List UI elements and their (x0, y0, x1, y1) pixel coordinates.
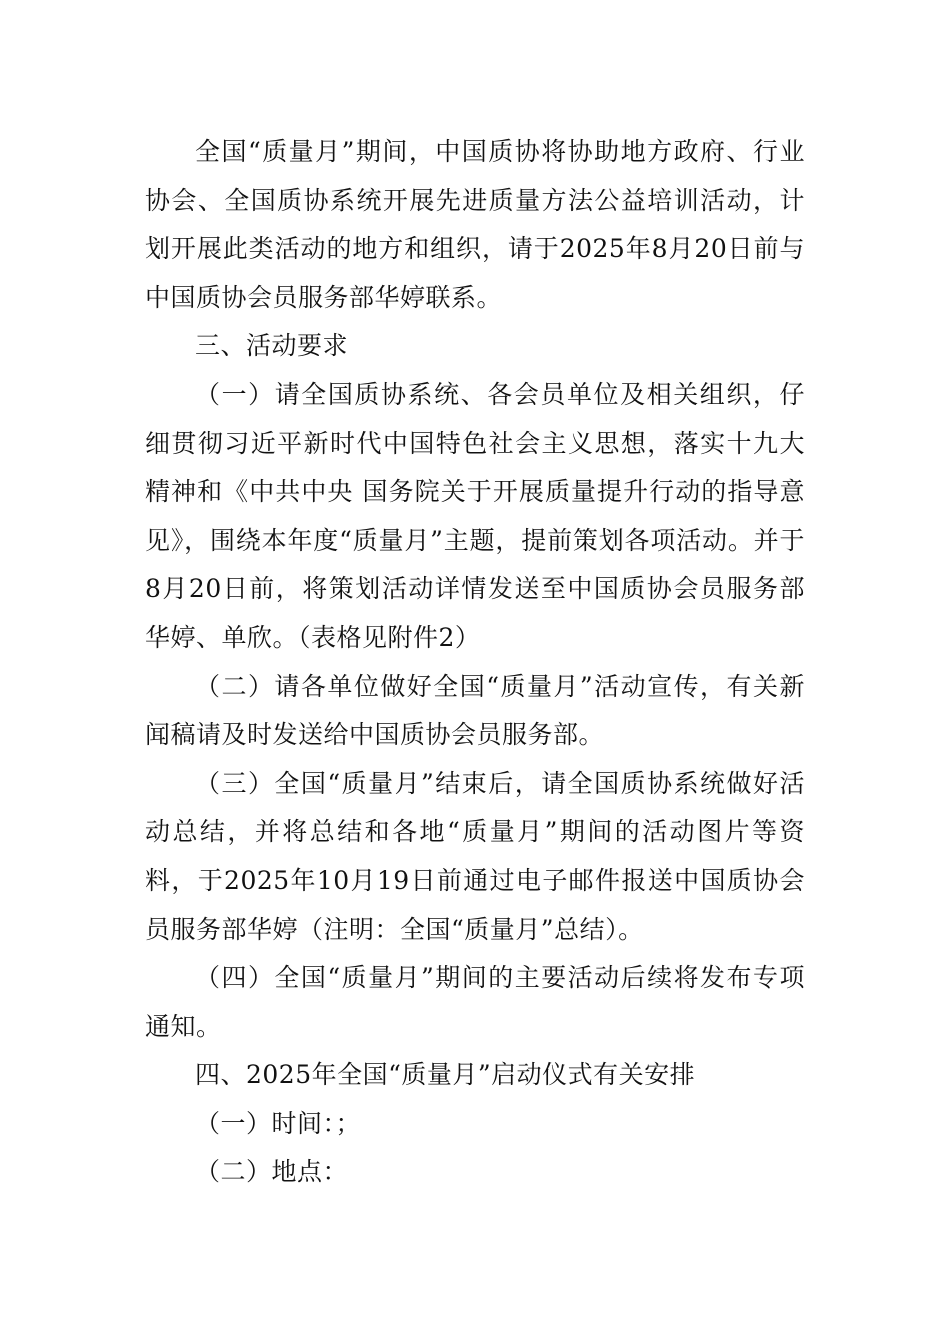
paragraph-requirement-3: （三）全国“质量月”结束后，请全国质协系统做好活动总结，并将总结和各地“质量月”期间的活动图片等资料，于2025年10月19日前通过电子邮件报送中国质协会员服务部华婷（注明：全国“质量月”总结）。 (145, 768, 805, 944)
paragraph-ceremony-location: （二）地点： (195, 1157, 349, 1187)
paragraph-requirement-1: （一）请全国质协系统、各会员单位及相关组织，仔细贯彻习近平新时代中国特色社会主义思想，落实十九大精神和《中共中央 国务院关于开展质量提升行动的指导意见》，围绕本年度“质量月”主题，提前策划各项活动。并于8月20日前，将策划活动详情发送至中国质协会员服务部华婷、单欣。（表格见附件2） (145, 379, 805, 652)
paragraph-requirement-4: （四）全国“质量月”期间的主要活动后续将发布专项通知。 (145, 963, 805, 1041)
paragraph-ceremony-time: （一）时间：； (195, 1108, 362, 1138)
heading-activity-requirements: 三、活动要求 (195, 331, 349, 361)
paragraph-requirement-2: （二）请各单位做好全国“质量月”活动宣传，有关新闻稿请及时发送给中国质协会员服务部。 (145, 671, 805, 750)
heading-launch-ceremony: 四、2025年全国“质量月”启动仪式有关安排 (195, 1060, 696, 1090)
paragraph-training-activities: 全国“质量月”期间，中国质协将协助地方政府、行业协会、全国质协系统开展先进质量方法公益培训活动，计划开展此类活动的地方和组织，请于2025年8月20日前与中国质协会员服务部华婷联系。 (145, 137, 805, 312)
document-body (145, 128, 805, 1197)
